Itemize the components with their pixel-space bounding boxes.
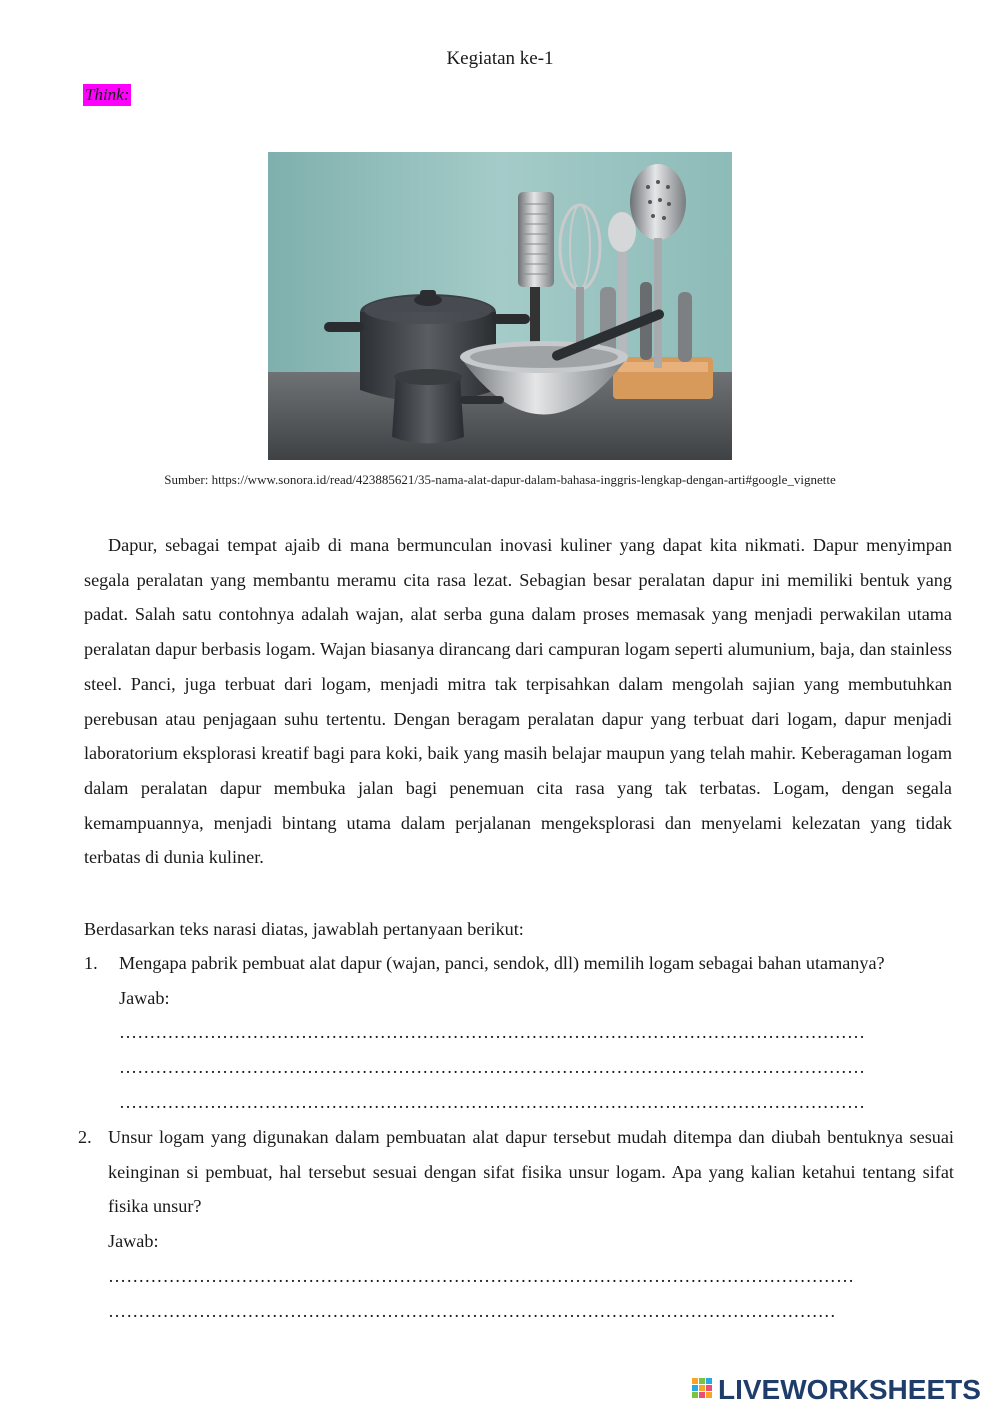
narrative-paragraph: Dapur, sebagai tempat ajaib di mana bermunculan inovasi kuliner yang dapat kita nikmati. Dapur menyimpan segala peralatan yang membantu meramu cita rasa lezat. Sebagian besar peralatan dapur ini memiliki bentuk yang padat. Salah satu contohnya adalah wajan, alat serba guna dalam proses memasak yang menjadi perwakilan utama peralatan dapur berbasis logam. Wajan biasanya dirancang dari campuran logam seperti alumunium, baja, dan stainless steel. Panci, juga terbuat dari logam, menjadi mitra tak terpisahkan dalam mengolah sajian yang membutuhkan perebusan atau penjagaan suhu tertentu. Dengan beragam peralatan dapur yang terbuat dari logam, dapur menjadi laboratorium eksplorasi kreatif bagi para koki, baik yang masih belajar maupun yang telah mahir. Keberagaman logam dalam peralatan dapur membuka jalan bagi penemuan cita rasa yang tak terbatas. Logam, dengan segala kemampuannya, menjadi bintang utama dalam perjalanan mengeksplorasi dan menyelami kelezatan yang tidak terbatas di dunia kuliner. [84, 535, 952, 868]
brand-name: LIVEWORKSHEETS [718, 1374, 981, 1405]
liveworksheets-logo[interactable] [692, 1374, 981, 1406]
answer-line[interactable]: …………………………………………………………………………………………………………… [119, 1022, 866, 1043]
answer-line[interactable]: …………………………………………………………………………………………………………… [108, 1265, 855, 1286]
question-number: 2. [78, 1127, 92, 1147]
answer-label: Jawab: [108, 1231, 159, 1252]
answer-line[interactable]: …………………………………………………………………………………………………………… [119, 1057, 866, 1078]
question-number: 1. [84, 953, 98, 973]
instruction-text: Berdasarkan teks narasi diatas, jawablah pertanyaan berikut: [84, 919, 524, 939]
liveworksheets-icon [692, 1378, 714, 1402]
kitchen-utensils-photo [268, 152, 732, 460]
question-text: Mengapa pabrik pembuat alat dapur (wajan, panci, sendok, dll) memilih logam sebagai bahan utamanya? [119, 953, 885, 973]
answer-label: Jawab: [119, 987, 170, 1008]
question-text: Unsur logam yang digunakan dalam pembuatan alat dapur tersebut mudah ditempa dan diubah bentuknya sesuai keinginan si pembuat, hal tersebut sesuai dengan sifat fisika unsur logam. Apa yang kalian ketahui tentang sifat fisika unsur? [108, 1127, 954, 1217]
question-1 [84, 946, 954, 1120]
answer-line[interactable]: …………………………………………………………………………………………………………… [119, 1091, 866, 1112]
question-2 [78, 1120, 954, 1328]
page-title: Kegiatan ke-1 [446, 48, 554, 69]
answer-line[interactable]: ………………………………………………………………………………………………………… [108, 1300, 836, 1321]
think-label: Think: [85, 85, 130, 104]
image-caption: Sumber: https://www.sonora.id/read/423885621/35-nama-alat-dapur-dalam-bahasa-inggris-lengkap-dengan-arti#google_vignette [164, 472, 836, 487]
